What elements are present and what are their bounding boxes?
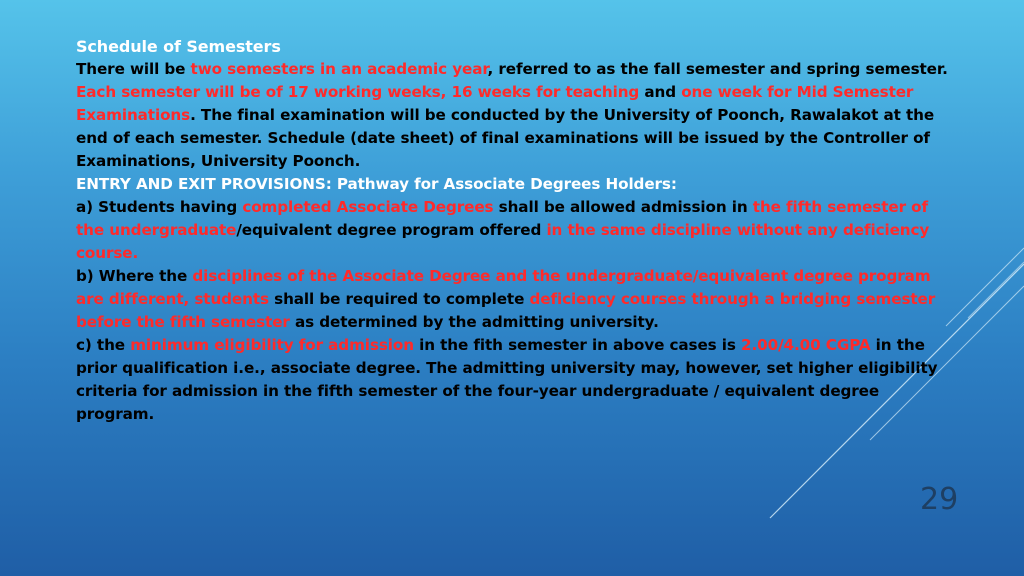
highlight-text: two semesters in an academic year [190, 60, 488, 78]
paragraph-schedule [76, 58, 956, 173]
highlight-text: in the same discipline without any deficiency course. [76, 221, 930, 262]
paragraph-c [76, 334, 956, 426]
page-number: 29 [920, 482, 959, 517]
highlight-text: deficiency courses through a bridging semester before the fifth semester [76, 290, 936, 331]
text-run: in the fith semester in above cases is [413, 336, 742, 354]
highlight-text: Each semester will be of 17 working weeks, 16 weeks for teaching [76, 83, 640, 101]
text-run: as determined by the admitting university. [289, 313, 659, 331]
highlight-text: disciplines of the Associate Degree and the undergraduate/equivalent degree program are different, students [76, 267, 931, 308]
highlight-text: one week for Mid Semester Examinations [76, 83, 914, 124]
paragraph-a [76, 196, 956, 265]
text-run: b) Where the [76, 267, 193, 285]
highlight-text: the fifth semester of the undergraduate [76, 198, 929, 239]
section-heading: ENTRY AND EXIT PROVISIONS: Pathway for Associate Degrees Holders: [76, 175, 677, 193]
text-run: and [639, 83, 682, 101]
text-run: . The final examination will be conducted by the University of Poonch, Rawalakot at the end of each semester. Schedule (date sheet) of final examinations will be issued by the Controller of Examinations, University Poonch. [76, 106, 935, 170]
text-run: There will be [76, 60, 191, 78]
slide-title: Schedule of Semesters [76, 37, 281, 56]
highlight-text: 2.00/4.00 CGPA [741, 336, 871, 354]
slide-body [76, 35, 956, 426]
paragraph-b [76, 265, 956, 334]
text-run: , referred to as the fall semester and spring semester. [487, 60, 948, 78]
text-run: in the prior qualification i.e., associate degree. The admitting university may, however, set higher eligibility criteria for admission in the fifth semester of the four-year undergraduate / equivalent degree program. [76, 336, 938, 423]
highlight-text: minimum eligibility for admission [130, 336, 414, 354]
text-run: /equivalent degree program offered [236, 221, 547, 239]
text-run: c) the [76, 336, 131, 354]
text-run: a) Students having [76, 198, 243, 216]
text-run: shall be allowed admission in [493, 198, 753, 216]
text-run: shall be required to complete [268, 290, 530, 308]
highlight-text: completed Associate Degrees [242, 198, 494, 216]
